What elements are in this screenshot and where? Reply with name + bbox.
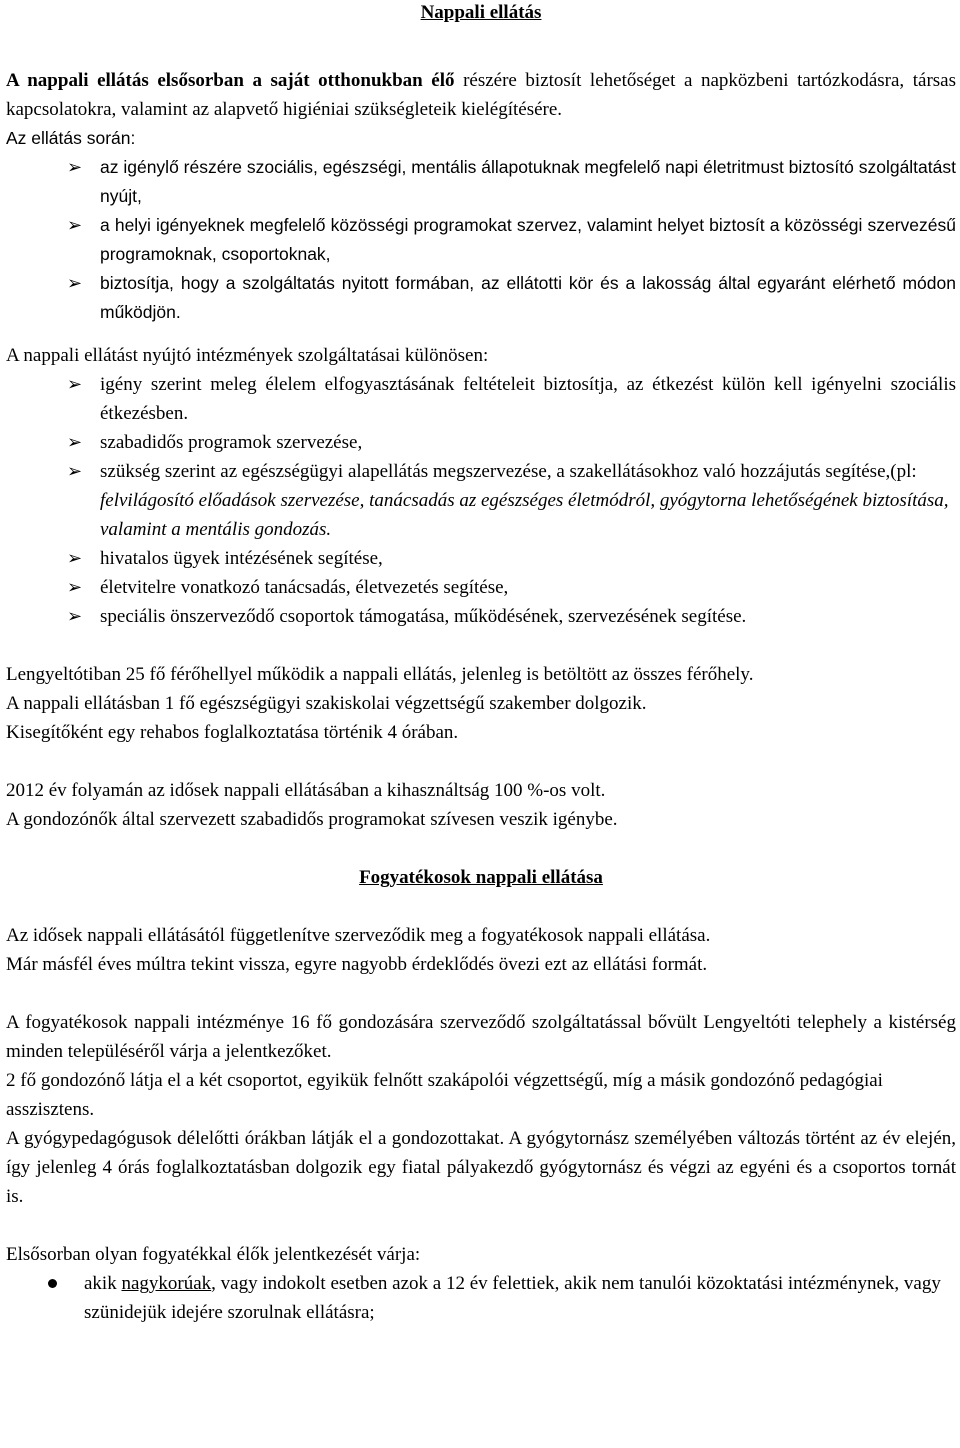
filled-circle-bullet-icon <box>48 1279 57 1288</box>
section1-list <box>6 153 956 327</box>
list-item-text: az igénylő részére szociális, egészségi, mentális állapotuknak megfelelő napi életritmust biztosító szolgáltatást nyújt, <box>100 157 956 206</box>
list-item <box>6 573 956 602</box>
arrowhead-bullet-icon: ➢ <box>67 215 83 235</box>
section3-list <box>6 1269 956 1327</box>
list-item-text: a helyi igényeknek megfelelő közösségi programokat szervez, valamint helyet biztosít a közösségi szervezésű programoknak, csoportoknak, <box>100 215 956 264</box>
capacity-text: Lengyeltótiban 25 fő férőhellyel működik a nappali ellátás, jelenleg is betöltött az összes férőhely. <box>6 664 754 685</box>
list-item-text: életvitelre vonatkozó tanácsadás, életvezetés segítése, <box>100 577 509 598</box>
list-item <box>6 269 956 327</box>
spacer <box>6 327 956 341</box>
spacer <box>6 892 956 921</box>
arrowhead-bullet-icon: ➢ <box>67 157 83 177</box>
fogy-text: A fogyatékosok nappali intézménye 16 fő gondozására szerveződő szolgáltatással bővült Lengyeltóti telephely a kistérség minden településéről várja a jelentkezőket. <box>6 1012 956 1062</box>
spacer <box>6 1211 956 1240</box>
capacity-text: Kisegítőként egy rehabos foglalkoztatása történik 4 órában. <box>6 722 459 743</box>
arrowhead-bullet-icon: ➢ <box>67 432 83 452</box>
spacer <box>6 747 956 776</box>
section-heading: Fogyatékosok nappali ellátása <box>359 867 603 888</box>
list-item-text: speciális önszerveződő csoportok támogatása, működésének, szervezésének segítése. <box>100 606 747 627</box>
list-item-underlined-text: nagykorúak <box>121 1273 212 1294</box>
section3-lead: Elsősorban olyan fogyatékkal élők jelentkezését várja: <box>6 1244 421 1265</box>
intro-text: részére biztosít lehetőséget a napközbeni tartózkodásra, társas kapcsolatokra, valamint az alapvető higiéniai szükségleteik kielégítésére. <box>6 70 957 120</box>
list-item <box>6 544 956 573</box>
list-item <box>6 211 956 269</box>
fogy-text: 2 fő gondozónő látja el a két csoportot, egyikük felnőtt szakápolói végzettségű, míg a másik gondozónő pedagógiai asszisztens. <box>6 1070 883 1120</box>
intro-bold-text: A nappali ellátás elsősorban a saját otthonukban élő <box>6 70 455 91</box>
page-title: Nappali ellátás <box>420 2 542 23</box>
list-item-text: szabadidős programok szervezése, <box>100 432 363 453</box>
section2-lead: A nappali ellátást nyújtó intézmények szolgáltatásai különösen: <box>6 345 489 366</box>
arrowhead-bullet-icon: ➢ <box>67 461 83 481</box>
fogy-text: Már másfél éves múltra tekint vissza, egyre nagyobb érdeklődés övezi ezt az ellátási formát. <box>6 954 708 975</box>
list-item-text: szükség szerint az egészségügyi alapellátás megszervezése, a szakellátásokhoz való hozzájutás segítése,(pl: <box>100 461 917 482</box>
list-item-text: hivatalos ügyek intézésének segítése, <box>100 548 383 569</box>
list-item-text: , vagy indokolt esetben azok a 12 év felettiek, akik nem tanulói közoktatási intézménynek, vagy szünidejük idejére szorulnak ellátásra; <box>84 1273 941 1323</box>
section1-lead: Az ellátás során: <box>6 128 136 148</box>
list-item-text: igény szerint meleg élelem elfogyasztásának feltételeit biztosítja, az étkezést külön kell igényelni szociális étkezésben. <box>100 374 956 424</box>
intro-paragraph <box>6 66 956 124</box>
list-item <box>6 602 956 631</box>
list-item <box>6 370 956 428</box>
list-item-text: akik <box>84 1273 122 1294</box>
list-item <box>6 428 956 457</box>
arrowhead-bullet-icon: ➢ <box>67 577 83 597</box>
arrowhead-bullet-icon: ➢ <box>67 273 83 293</box>
usage-text: 2012 év folyamán az idősek nappali ellátásában a kihasználtság 100 %-os volt. <box>6 780 606 801</box>
list-item-italic-text: felvilágosító előadások szervezése, tanácsadás az egészséges életmódról, gyógytorna lehetőségének biztosítása, valamint a mentális gondozás. <box>100 490 949 540</box>
spacer <box>6 26 956 66</box>
spacer <box>6 979 956 1008</box>
list-item-text: biztosítja, hogy a szolgáltatás nyitott formában, az ellátotti kör és a lakosság által egyaránt elérhető módon működjön. <box>100 273 956 322</box>
arrowhead-bullet-icon: ➢ <box>67 606 83 626</box>
list-item <box>6 457 956 544</box>
spacer <box>6 834 956 863</box>
spacer <box>6 631 956 660</box>
arrowhead-bullet-icon: ➢ <box>67 548 83 568</box>
arrowhead-bullet-icon: ➢ <box>67 374 83 394</box>
list-item <box>6 1269 956 1327</box>
section2-list <box>6 370 956 631</box>
list-item <box>6 153 956 211</box>
fogy-text: Az idősek nappali ellátásától függetlenítve szerveződik meg a fogyatékosok nappali ellátása. <box>6 925 711 946</box>
usage-text: A gondozónők által szervezett szabadidős programokat szívesen veszik igénybe. <box>6 809 618 830</box>
fogy-text: A gyógypedagógusok délelőtti órákban látják el a gondozottakat. A gyógytornász személyében változás történt az év elején, így jelenleg 4 órás foglalkoztatásban dolgozik egy fiatal pályakezdő gyógytornász és végzi az egyéni és a csoportos tornát is. <box>6 1128 956 1207</box>
document-page <box>6 0 956 1327</box>
capacity-text: A nappali ellátásban 1 fő egészségügyi szakiskolai végzettségű szakember dolgozik. <box>6 693 647 714</box>
